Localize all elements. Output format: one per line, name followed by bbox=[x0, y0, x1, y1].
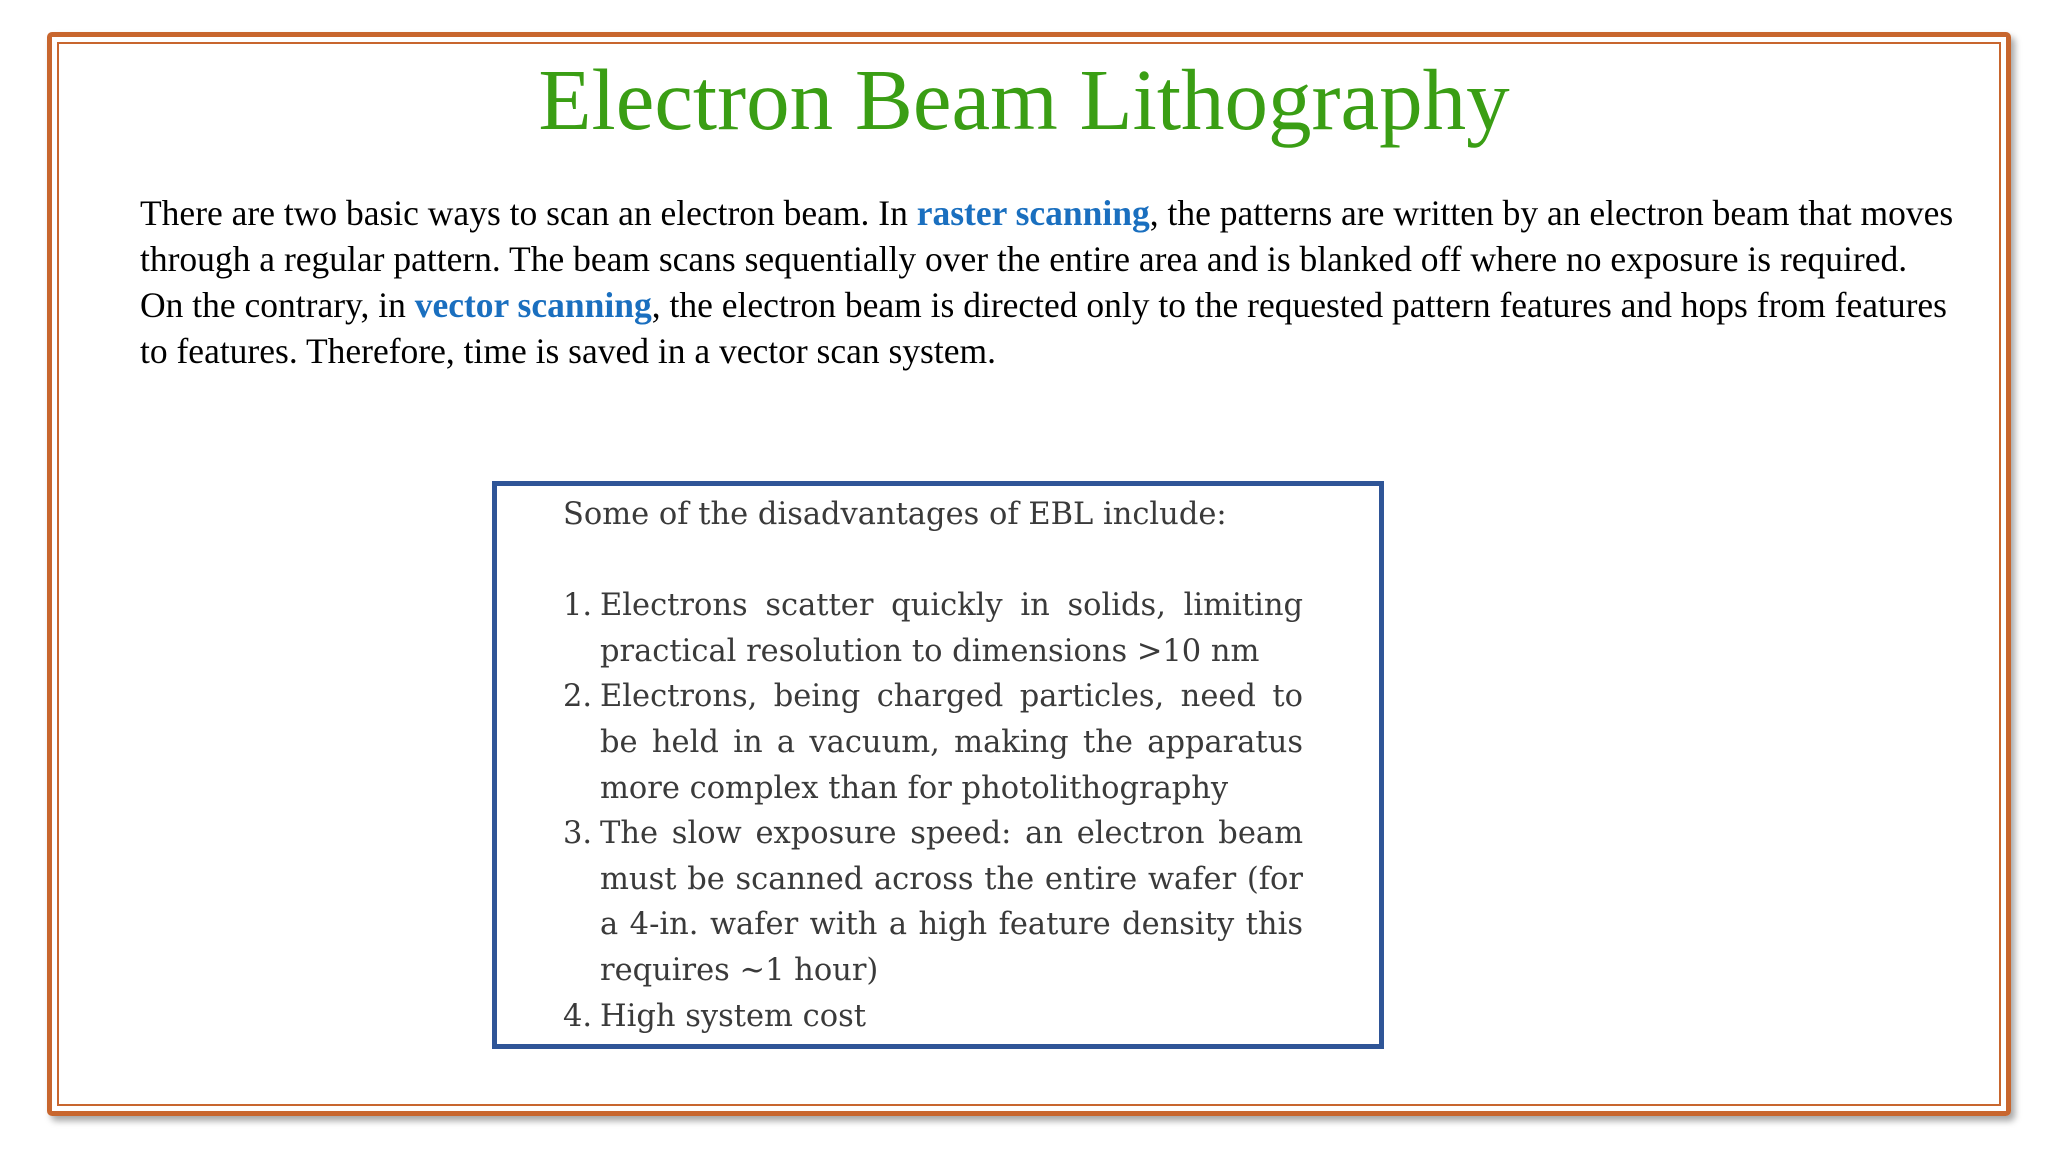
disadvantage-text: Electrons, being charged particles, need to be held in a vacuum, making the apparatus more complex than for photolithography bbox=[600, 679, 1303, 806]
disadvantage-number: 4. bbox=[563, 998, 593, 1034]
disadvantages-box bbox=[492, 481, 1384, 1049]
disadvantages-list bbox=[563, 583, 1303, 1039]
paragraph-vector bbox=[140, 282, 1960, 374]
keyword-raster-scanning: raster scanning bbox=[916, 193, 1150, 233]
disadvantage-item-1 bbox=[563, 583, 1303, 674]
disadvantage-item-4 bbox=[563, 994, 1303, 1040]
keyword-vector-scanning: vector scanning bbox=[414, 285, 652, 325]
disadvantage-item-3 bbox=[563, 811, 1303, 993]
disadvantages-heading: Some of the disadvantages of EBL include: bbox=[563, 497, 1227, 532]
disadvantage-number: 3. bbox=[563, 816, 593, 852]
slide-title: Electron Beam Lithography bbox=[538, 51, 1510, 148]
intro-text bbox=[140, 190, 1960, 374]
disadvantage-text: The slow exposure speed: an electron beam must be scanned across the entire wafer (for a 4-in. wafer with a high feature density this requires ~1 hour) bbox=[600, 816, 1303, 988]
paragraph-vector-after: , the electron beam is directed only to the requested pattern features and hops from features to features. Therefore, time is saved in a vector scan system. bbox=[140, 285, 1947, 371]
paragraph-raster bbox=[140, 190, 1960, 282]
paragraph-raster-after: , the patterns are written by an electron beam that moves through a regular pattern. The beam scans sequentially over the entire area and is blanked off where no exposure is required. bbox=[140, 193, 1954, 279]
paragraph-vector-before: On the contrary, in bbox=[140, 285, 415, 325]
disadvantage-text: Electrons scatter quickly in solids, limiting practical resolution to dimensions >10 nm bbox=[600, 588, 1303, 669]
paragraph-raster-before: There are two basic ways to scan an electron beam. In bbox=[140, 193, 917, 233]
disadvantage-number: 2. bbox=[563, 679, 593, 715]
disadvantage-number: 1. bbox=[563, 588, 593, 624]
disadvantage-text: High system cost bbox=[600, 998, 867, 1034]
disadvantages-content bbox=[563, 492, 1303, 1039]
disadvantage-item-2 bbox=[563, 674, 1303, 811]
